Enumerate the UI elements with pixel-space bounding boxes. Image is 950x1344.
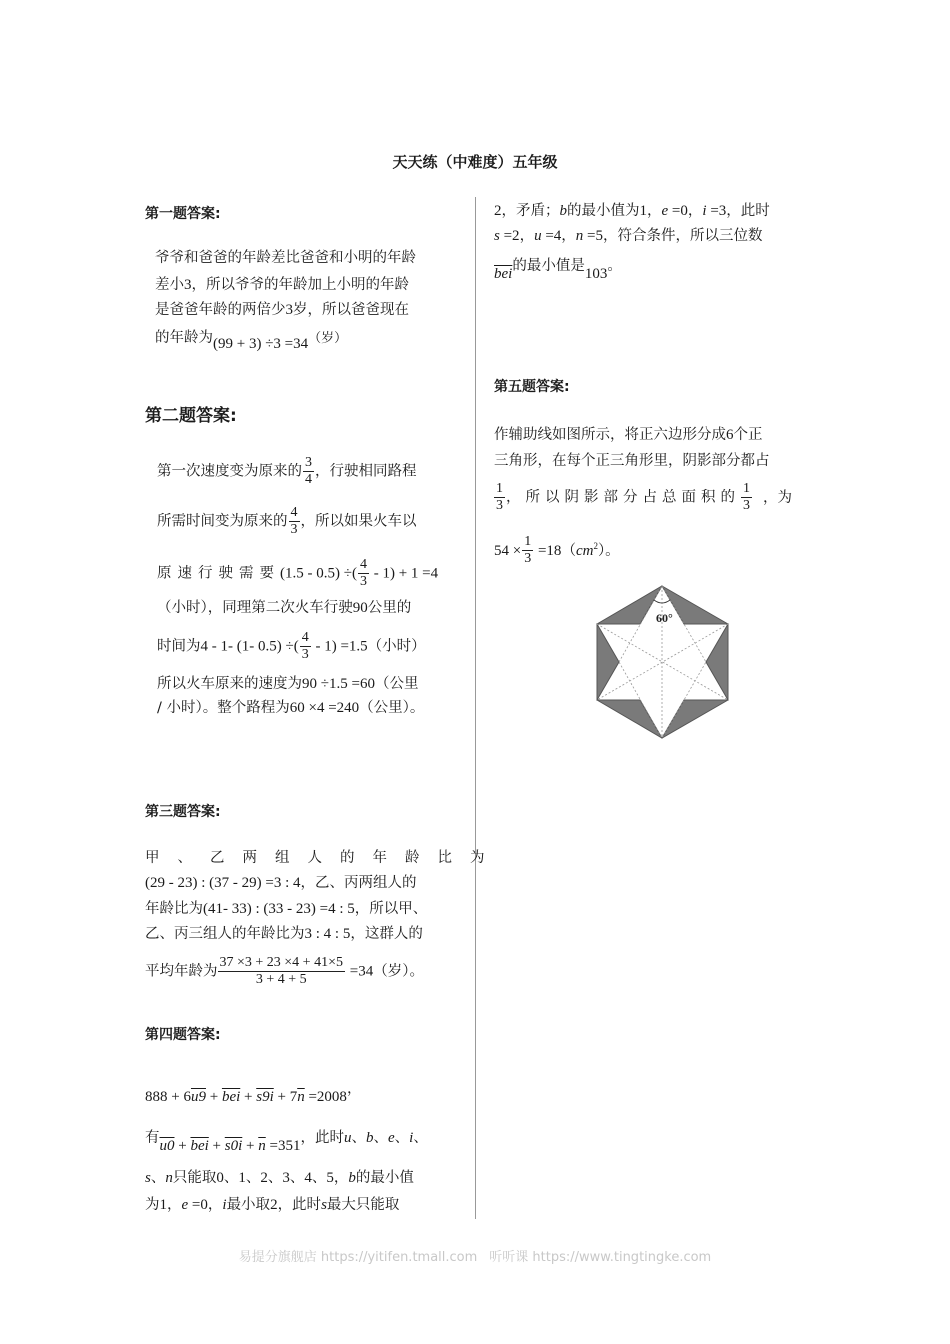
q1-line4: 的年龄为(99 + 3) ÷3 =34（岁）	[155, 330, 348, 352]
q3-line5: 平均年龄为 $\frac{37 \times 3 + 23 \times 4 + 41\times 5}{3 + 4 + 5}$ =34（岁）。	[145, 955, 424, 987]
q4-heading: 第四题答案:	[145, 1027, 221, 1043]
q5-line4: 54 × $\frac{1}{3}$ $=18(cm^2)$。	[494, 534, 620, 567]
q2-line7: / 小时）。整个路程为60 ×4 =240（公里）。	[157, 700, 425, 716]
q4-line3: s、n只能取0、1、2、3、4、5，b的最小值	[145, 1170, 414, 1186]
q1-line2: 差小3，所以爷爷的年龄加上小明的年龄	[155, 277, 409, 293]
q1-heading: 第一题答案:	[145, 206, 221, 222]
q3-line4: 乙、丙三组人的年龄比为3 : 4 : 5，这群人的	[145, 926, 423, 942]
fraction: $\frac{4}{3}$	[359, 557, 367, 589]
q1-line1: 爷爷和爸爸的年龄差比爸爸和小明的年龄	[155, 250, 416, 266]
fraction: $\frac{1}{3}$	[743, 481, 750, 513]
q2-line6: 所以火车原来的速度为90 ÷1.5 =60（公里	[157, 676, 419, 692]
hexagon-star-diagram	[595, 584, 731, 740]
q5-line3: $\frac{1}{3}$ ，所以阴影部分占总面积的 $\frac{1}{3}$ ，为	[496, 481, 792, 513]
angle-label: 60°	[656, 611, 673, 625]
fraction: $\frac{3}{4}$	[305, 455, 312, 487]
q2-line5: 时间为4 - 1- (1- 0.5) ÷( $\frac{4}{3}$ - 1) =1.5（小时）	[157, 630, 426, 662]
footer-watermark	[0, 1246, 950, 1265]
column-divider	[475, 197, 476, 1219]
fraction: $\frac{1}{3}$	[524, 534, 532, 567]
q1-line3: 是爸爸年龄的两倍少3岁，所以爸爸现在	[155, 302, 409, 318]
q4-line2: 有$u0 + \overline{bei} + s0i + \overline{n} =351$，此时u、b、e、i、	[145, 1130, 428, 1154]
fraction: $\frac{37 \times 3 + 23 \times 4 + 41\times 5}{3 + 4 + 5}$	[219, 955, 343, 987]
q2-line3: 原速行驶需要(1.5 - 0.5) ÷( $\frac{4}{3}$ - 1) + 1 =4	[157, 557, 439, 589]
q4-line4: 为1，e =0，i最小取2，此时s最大只能取	[145, 1197, 400, 1213]
q2-line2: 所需时间变为原来的 $\frac{4}{3}$ ，所以如果火车以	[157, 505, 417, 537]
q4-equation1: $888 + 6u9 + \overline{bei} + s9i + 7\overline{n} =2008$，	[145, 1081, 362, 1105]
footer-left-link[interactable]: 易提分旗舰店 https://yitifen.tmall.com	[238, 1250, 478, 1265]
q4-cont-line2: s =2，u =4，n =5，符合条件，所以三位数	[494, 228, 763, 244]
q3-line1: 甲、乙两组人的年龄比为	[145, 850, 503, 866]
q5-line1: 作辅助线如图所示，将正六边形分成6个正	[494, 427, 763, 443]
q5-line2: 三角形，在每个正三角形里，阴影部分都占	[494, 453, 770, 469]
fraction: $\frac{1}{3}$	[496, 481, 503, 513]
fraction: $\frac{4}{3}$	[290, 505, 298, 537]
q4-cont-line3: $\overline{bei}$的最小值是103。	[494, 258, 622, 282]
q3-heading: 第三题答案:	[145, 804, 221, 820]
q2-heading: 第二题答案:	[145, 406, 237, 426]
q5-heading: 第五题答案:	[494, 379, 570, 395]
q2-line4: （小时），同理第二次火车行驶90公里的	[157, 600, 412, 616]
fraction: $\frac{4}{3}$	[301, 630, 309, 662]
page-title: 天天练（中难度）五年级	[392, 153, 558, 171]
q3-line2: (29 - 23) : (37 - 29) =3 : 4，乙、丙两组人的	[145, 875, 417, 891]
q4-cont-line1: 2，矛盾；b的最小值为1，e =0，i =3，此时	[494, 203, 770, 219]
q3-line3: 年龄比为(41- 33) : (33 - 23) =4 : 5，所以甲、	[145, 901, 428, 917]
footer-right-link[interactable]: 听听课 https://www.tingtingke.com	[489, 1250, 712, 1265]
q2-line1: 第一次速度变为原来的 $\frac{3}{4}$ ，行驶相同路程	[157, 455, 417, 487]
